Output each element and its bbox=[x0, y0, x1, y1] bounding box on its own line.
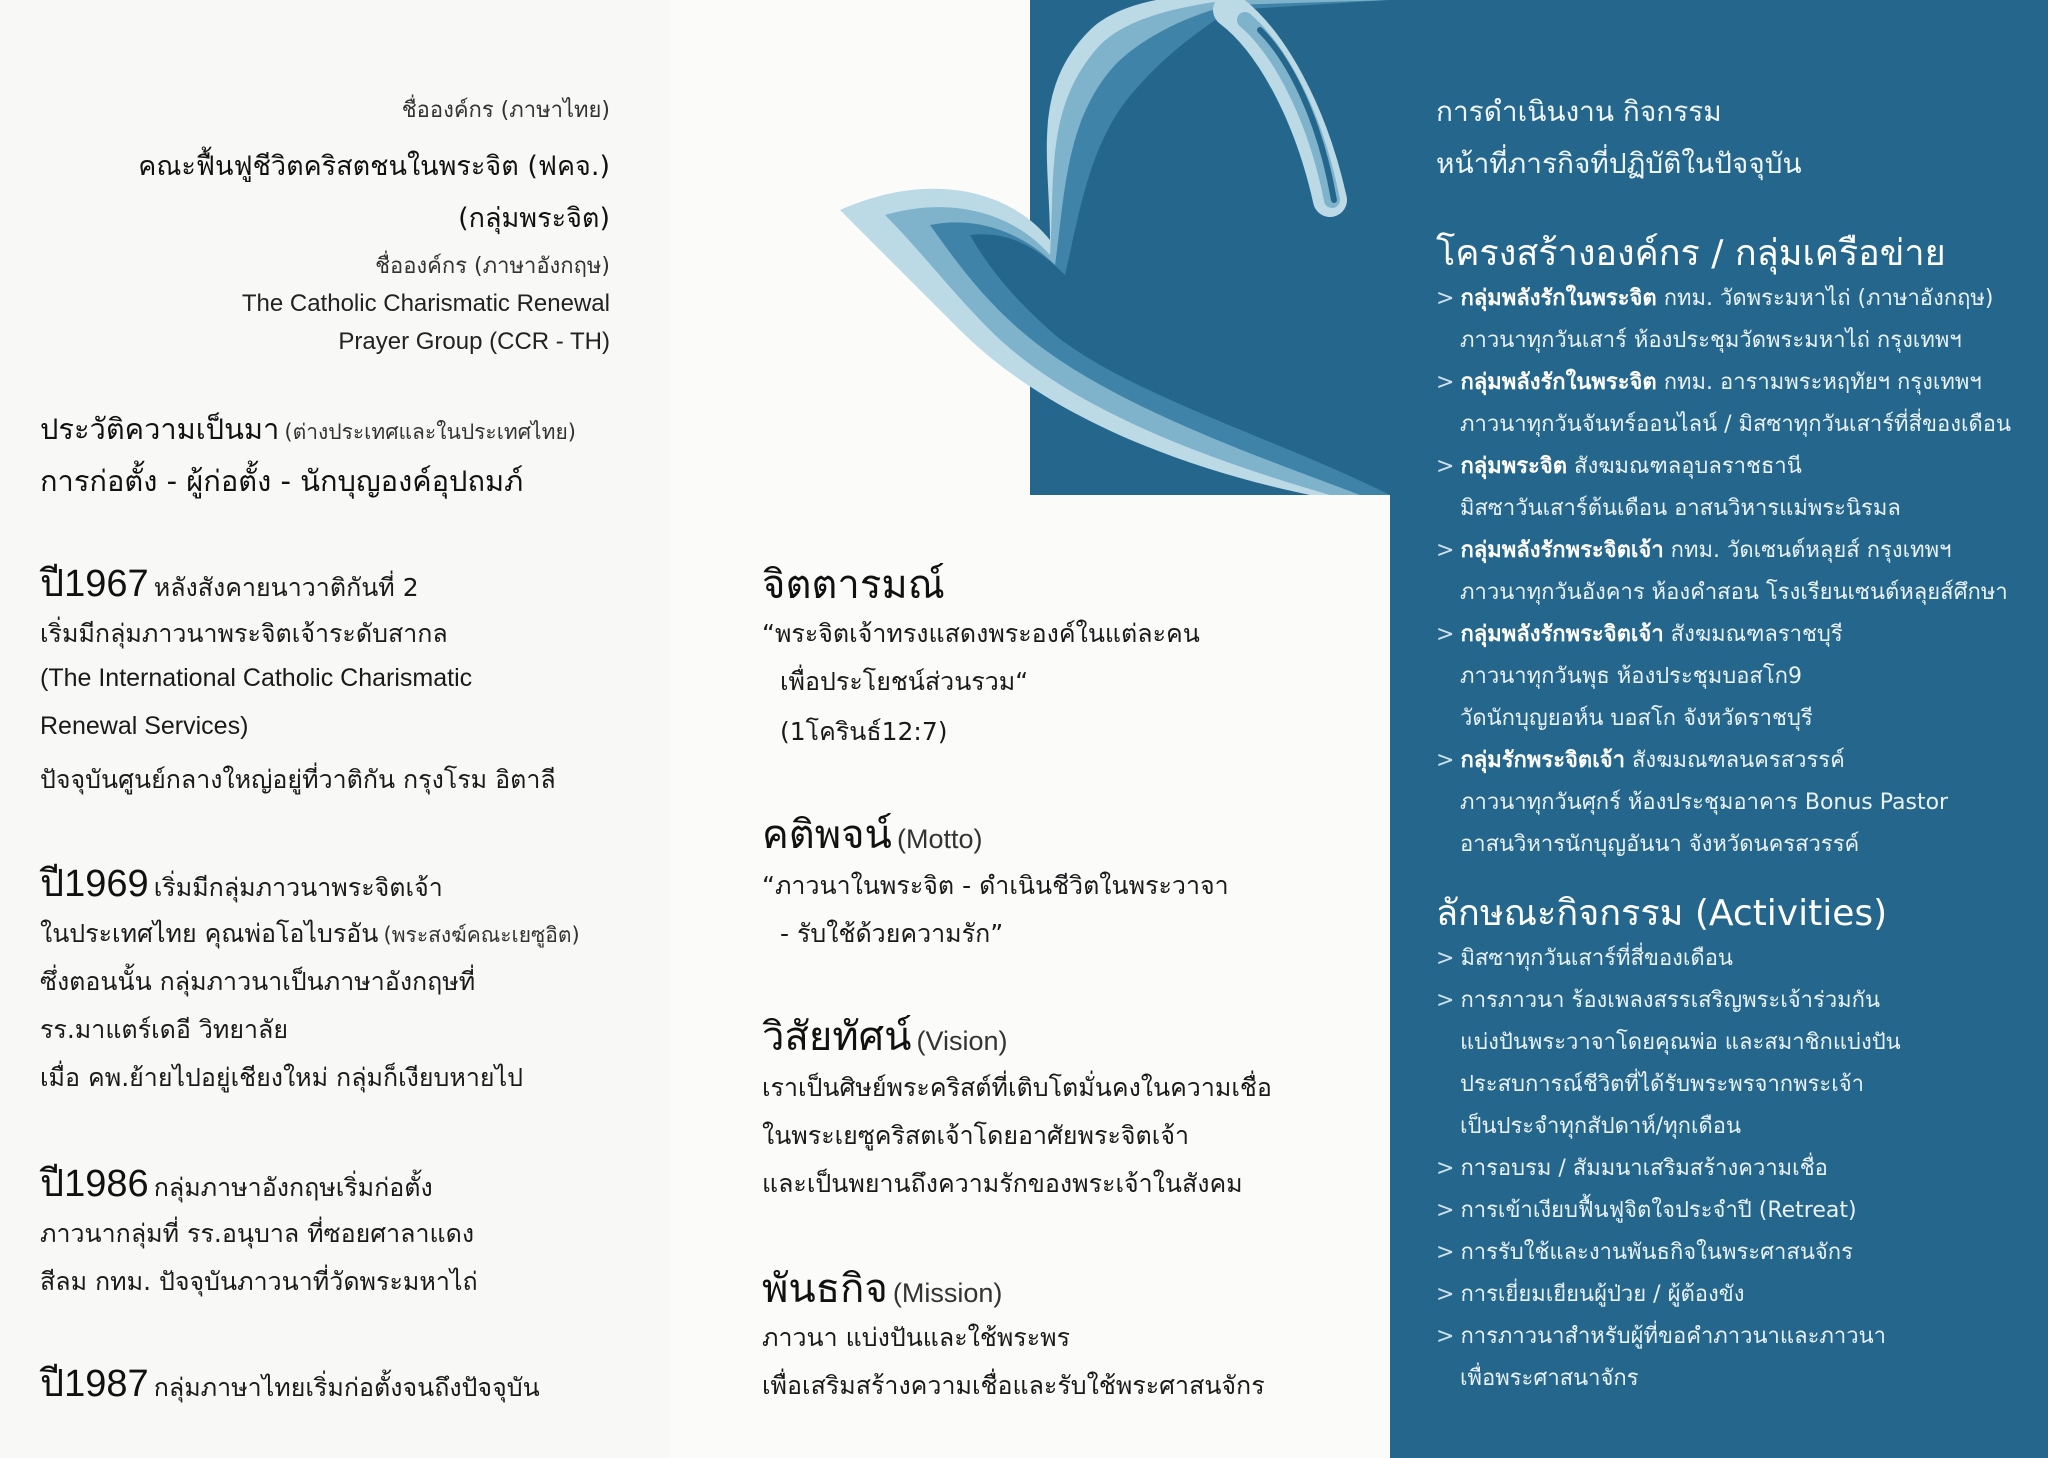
activity-item bbox=[1436, 1234, 1853, 1269]
vision-title: วิสัยทัศน์ bbox=[762, 1014, 912, 1060]
activity-item bbox=[1436, 1318, 1886, 1353]
middle-panel bbox=[670, 0, 1390, 1458]
group-item bbox=[1436, 742, 1845, 777]
arrow-icon: > bbox=[1436, 286, 1455, 311]
history-sub: การก่อตั้ง - ผู้ก่อตั้ง - นักบุญองค์อุปถมภ์ bbox=[40, 464, 524, 498]
arrow-icon: > bbox=[1436, 622, 1455, 647]
year-1987: ปี1987 bbox=[40, 1363, 149, 1405]
activity-text: การอบรม / สัมมนาเสริมสร้างความเชื่อ bbox=[1460, 1156, 1828, 1181]
vision-line: ในพระเยซูคริสตเจ้าโดยอาศัยพระจิตเจ้า bbox=[762, 1121, 1190, 1150]
arrow-icon: > bbox=[1436, 370, 1455, 395]
arrow-icon: > bbox=[1436, 538, 1455, 563]
group-name: กลุ่มพลังรักในพระจิต bbox=[1460, 286, 1657, 311]
mission-line: ภาวนา แบ่งปันและใช้พระพร bbox=[762, 1323, 1071, 1352]
vision-en: (Vision) bbox=[916, 1026, 1008, 1056]
charism-ref: (1โครินธ์12:7) bbox=[780, 717, 948, 746]
year-1969-line-note: (พระสงฆ์คณะเยซูอิต) bbox=[383, 923, 580, 947]
group-sub-line: มิสซาวันเสาร์ต้นเดือน อาสนวิหารแม่พระนิรมล bbox=[1460, 496, 1901, 521]
group-name: กลุ่มพลังรักพระจิตเจ้า bbox=[1460, 538, 1664, 563]
group-item bbox=[1436, 616, 1843, 651]
group-sub-line: ภาวนาทุกวันจันทร์ออนไลน์ / มิสซาทุกวันเสาร์ที่สี่ของเดือน bbox=[1460, 412, 2012, 437]
motto-line: “ภาวนาในพระจิต - ดำเนินชีวิตในพระวาจา bbox=[762, 871, 1229, 900]
group-name: กลุ่มพลังรักพระจิตเจ้า bbox=[1460, 622, 1664, 647]
year-1969-line: ในประเทศไทย คุณพ่อโอไบรอัน (พระสงฆ์คณะเยซูอิต) bbox=[40, 919, 580, 948]
operations-heading: การดำเนินงาน กิจกรรม bbox=[1436, 95, 1722, 128]
mission-line: เพื่อเสริมสร้างความเชื่อและรับใช้พระศาสนจักร bbox=[762, 1371, 1265, 1400]
year-1986-line: ภาวนากลุ่มที่ รร.อนุบาล ที่ซอยศาลาแดง bbox=[40, 1219, 475, 1248]
group-sub-line: ภาวนาทุกวันศุกร์ ห้องประชุมอาคาร Bonus Pastor bbox=[1460, 790, 1949, 815]
activity-item bbox=[1436, 982, 1880, 1017]
charism-line: “พระจิตเจ้าทรงแสดงพระองค์ในแต่ละคน bbox=[762, 619, 1200, 648]
year-1969-line: รร.มาแตร์เดอี วิทยาลัย bbox=[40, 1015, 289, 1044]
duties-heading: หน้าที่ภารกิจที่ปฏิบัติในปัจจุบัน bbox=[1436, 147, 1802, 180]
year-1986-heading bbox=[40, 1152, 433, 1213]
year-1969-line: เมื่อ คพ.ย้ายไปอยู่เชียงใหม่ กลุ่มก็เงียบหายไป bbox=[40, 1063, 524, 1092]
motto-heading bbox=[762, 802, 983, 866]
motto-en: (Motto) bbox=[896, 824, 983, 854]
activity-text: การภาวนาสำหรับผู้ที่ขอคำภาวนาและภาวนา bbox=[1460, 1324, 1886, 1349]
activity-sub-line: เพื่อพระศาสนาจักร bbox=[1460, 1366, 1639, 1391]
charism-title: จิตตารมณ์ bbox=[762, 562, 945, 608]
right-panel bbox=[1390, 0, 2048, 1458]
arrow-icon: > bbox=[1436, 1240, 1455, 1265]
year-1969: ปี1969 bbox=[40, 863, 149, 905]
group-item bbox=[1436, 448, 1802, 483]
activity-text: การเข้าเงียบฟื้นฟูจิตใจประจำปี (Retreat) bbox=[1460, 1198, 1857, 1223]
activity-sub-line: ประสบการณ์ชีวิตที่ได้รับพระพรจากพระเจ้า bbox=[1460, 1072, 1865, 1097]
vision-heading bbox=[762, 1004, 1008, 1068]
activity-item bbox=[1436, 940, 1733, 975]
activity-sub-line: เป็นประจำทุกสัปดาห์/ทุกเดือน bbox=[1460, 1114, 1742, 1139]
group-detail: กทม. วัดพระมหาไถ่ (ภาษาอังกฤษ) bbox=[1656, 286, 1994, 311]
arrow-icon: > bbox=[1436, 1198, 1455, 1223]
activity-item bbox=[1436, 1276, 1744, 1311]
motto-line: - รับใช้ด้วยความรัก” bbox=[780, 919, 1004, 948]
org-name-en-line1: The Catholic Charismatic Renewal bbox=[241, 290, 610, 317]
group-name: กลุ่มรักพระจิตเจ้า bbox=[1460, 748, 1625, 773]
motto-title: คติพจน์ bbox=[762, 812, 892, 858]
group-name: กลุ่มพลังรักในพระจิต bbox=[1460, 370, 1657, 395]
group-name: กลุ่มพระจิต bbox=[1460, 454, 1568, 479]
activity-item bbox=[1436, 1150, 1828, 1185]
year-1987-heading bbox=[40, 1352, 540, 1413]
group-item bbox=[1436, 280, 1994, 315]
history-note: (ต่างประเทศและในประเทศไทย) bbox=[284, 420, 576, 444]
arrow-icon: > bbox=[1436, 748, 1455, 773]
group-item bbox=[1436, 532, 1951, 567]
group-detail: สังฆมณฑลนครสวรรค์ bbox=[1624, 748, 1845, 773]
org-name-th-group: (กลุ่มพระจิต) bbox=[458, 203, 610, 234]
arrow-icon: > bbox=[1436, 1156, 1455, 1181]
year-1967-note: หลังสังคายนาวาติกันที่ 2 bbox=[153, 573, 419, 602]
arrow-icon: > bbox=[1436, 946, 1455, 971]
group-detail: สังฆมณฑลราชบุรี bbox=[1663, 622, 1843, 647]
structure-title: โครงสร้างองค์กร / กลุ่มเครือข่าย bbox=[1436, 233, 1946, 274]
mission-title: พันธกิจ bbox=[762, 1266, 888, 1312]
year-1986-line: สีลม กทม. ปัจจุบันภาวนาที่วัดพระมหาไถ่ bbox=[40, 1267, 478, 1296]
left-panel bbox=[0, 0, 670, 1458]
group-detail: กทม. วัดเซนต์หลุยส์ กรุงเทพฯ bbox=[1663, 538, 1952, 563]
year-1969-note: เริ่มมีกลุ่มภาวนาพระจิตเจ้า bbox=[153, 873, 443, 902]
org-name-en-label: ชื่อองค์กร (ภาษาอังกฤษ) bbox=[375, 254, 610, 279]
group-sub-line: วัดนักบุญยอห์น บอสโก จังหวัดราชบุรี bbox=[1460, 706, 1813, 731]
group-sub-line: ภาวนาทุกวันพุธ ห้องประชุมบอสโก9 bbox=[1460, 664, 1802, 689]
activity-item bbox=[1436, 1192, 1857, 1227]
group-sub-line: อาสนวิหารนักบุญอันนา จังหวัดนครสวรรค์ bbox=[1460, 832, 1860, 857]
arrow-icon: > bbox=[1436, 454, 1455, 479]
activity-text: การรับใช้และงานพันธกิจในพระศาสนจักร bbox=[1460, 1240, 1853, 1265]
vision-line: เราเป็นศิษย์พระคริสต์ที่เติบโตมั่นคงในความเชื่อ bbox=[762, 1073, 1272, 1102]
mission-en: (Mission) bbox=[892, 1278, 1003, 1308]
year-1969-line: ซึ่งตอนนั้น กลุ่มภาวนาเป็นภาษาอังกฤษที่ bbox=[40, 967, 476, 996]
year-1967-line: (The International Catholic Charismatic bbox=[40, 664, 473, 692]
year-1967-heading bbox=[40, 552, 419, 613]
org-name-en-line2: Prayer Group (CCR - TH) bbox=[338, 328, 610, 355]
arrow-icon: > bbox=[1436, 1324, 1455, 1349]
activity-sub-line: แบ่งปันพระวาจาโดยคุณพ่อ และสมาชิกแบ่งปัน bbox=[1460, 1030, 1901, 1055]
org-name-th-label: ชื่อองค์กร (ภาษาไทย) bbox=[401, 98, 610, 123]
activities-title: ลักษณะกิจกรรม (Activities) bbox=[1436, 893, 1888, 934]
group-detail: สังฆมณฑลอุบลราชธานี bbox=[1567, 454, 1802, 479]
year-1967-line: Renewal Services) bbox=[40, 712, 249, 740]
vision-line: และเป็นพยานถึงความรักของพระเจ้าในสังคม bbox=[762, 1169, 1243, 1198]
dove-icon bbox=[670, 0, 1390, 495]
group-sub-line: ภาวนาทุกวันเสาร์ ห้องประชุมวัดพระมหาไถ่ กรุงเทพฯ bbox=[1460, 328, 1962, 353]
year-1969-heading bbox=[40, 852, 443, 913]
group-item bbox=[1436, 364, 1982, 399]
year-1986: ปี1986 bbox=[40, 1163, 149, 1205]
history-heading bbox=[40, 406, 576, 452]
activity-text: มิสซาทุกวันเสาร์ที่สี่ของเดือน bbox=[1460, 946, 1733, 971]
org-name-th: คณะฟื้นฟูชีวิตคริสตชนในพระจิต (ฟคจ.) bbox=[138, 151, 610, 182]
charism-line: เพื่อประโยชน์ส่วนรวม“ bbox=[780, 667, 1029, 696]
group-sub-line: ภาวนาทุกวันอังคาร ห้องคำสอน โรงเรียนเซนต์หลุยส์ศึกษา bbox=[1460, 580, 2008, 605]
year-1967: ปี1967 bbox=[40, 563, 149, 605]
activity-text: การเยี่ยมเยียนผู้ป่วย / ผู้ต้องขัง bbox=[1460, 1282, 1745, 1307]
mission-heading bbox=[762, 1256, 1002, 1320]
history-title: ประวัติความเป็นมา bbox=[40, 412, 280, 446]
arrow-icon: > bbox=[1436, 988, 1455, 1013]
year-1986-note: กลุ่มภาษาอังกฤษเริ่มก่อตั้ง bbox=[153, 1173, 433, 1202]
arrow-icon: > bbox=[1436, 1282, 1455, 1307]
year-1967-line: ปัจจุบันศูนย์กลางใหญ่อยู่ที่วาติกัน กรุงโรม อิตาลี bbox=[40, 765, 556, 794]
group-detail: กทม. อารามพระหฤทัยฯ กรุงเทพฯ bbox=[1656, 370, 1982, 395]
year-1967-line: เริ่มมีกลุ่มภาวนาพระจิตเจ้าระดับสากล bbox=[40, 619, 448, 648]
activity-text: การภาวนา ร้องเพลงสรรเสริญพระเจ้าร่วมกัน bbox=[1460, 988, 1881, 1013]
year-1987-note: กลุ่มภาษาไทยเริ่มก่อตั้งจนถึงปัจจุบัน bbox=[153, 1373, 540, 1402]
